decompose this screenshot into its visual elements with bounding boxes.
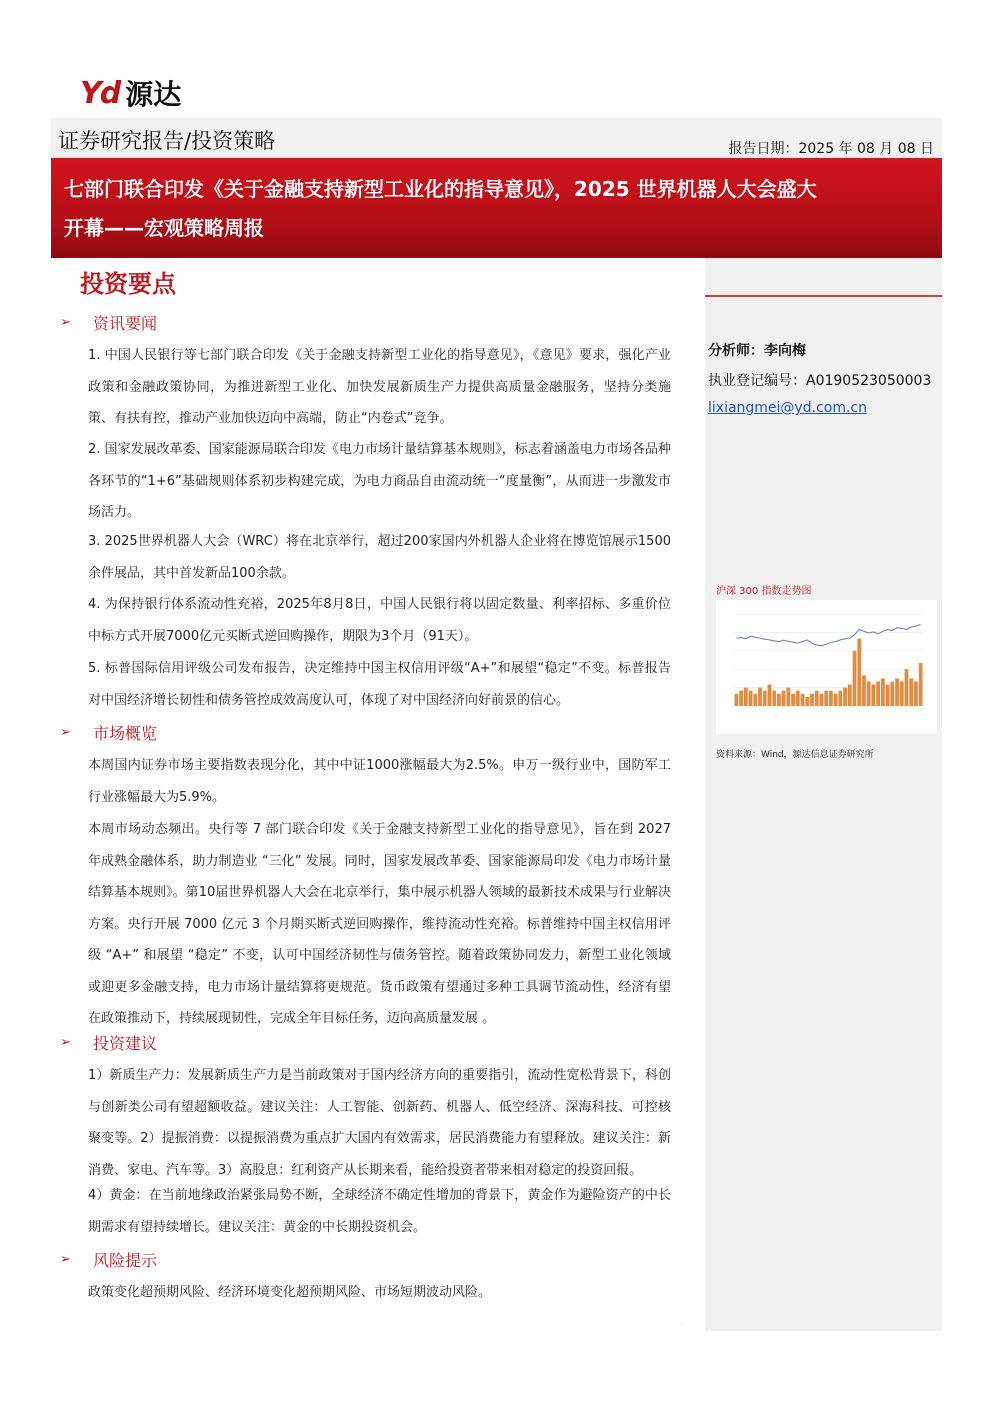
chart-bar (857, 639, 861, 706)
chart-bar (834, 694, 838, 706)
analyst-email-link[interactable]: lixiangmei@yd.com.cn (708, 400, 867, 416)
chart-bar (895, 678, 899, 706)
advice-paragraph: 1）新质生产力：发展新质生产力是当前政策对于国内经济方向的重要指引，流动性宽松背景下，科创与创新类公司有望超额收益。建议关注：人工智能、创新药、机器人、低空经济、深海科技、可控核聚变等。2）提振消费：以提振消费为重点扩大国内有效需求，居民消费能力有望释放。建议关注：新消费、家电、汽车等。3）高股息：红利资产从长期来看，能给投资者带来相对稳定的投资回报。 (88, 1068, 671, 1178)
chart-bar (890, 681, 894, 706)
section-heading-risk (60, 1248, 157, 1271)
chart-source: 资料来源：Wind，源达信息证券研究所 (716, 750, 874, 760)
analyst-name: 分析师：李向梅 (708, 343, 806, 359)
chart-bar (824, 691, 828, 706)
market-paragraph: 本周市场动态频出。央行等 7 部门联合印发《关于金融支持新型工业化的指导意见》，旨在到 2027 年成熟金融体系，助力制造业 “三化” 发展。同时，国家发展改革委、国家能源局印发《电力市场计量结算基本规则》。第10届世界机器人大会在北京举行，集中展示机器人领域的最新技术成果与行业解决方案。央行开展 7000 亿元 3 个月期买断式逆回购操作，维持流动性充裕。标普维持中国主权信用评级 “A+” 和展望 “稳定” 不变，认可中国经济韧性与债务管控。随着政策协同发力，新型工业化领域或迎更多金融支持，电力市场计量结算将更规范。货币政策有望通过多种工具调节流动性，经济有望在政策推动下，持续展现韧性，完成全年目标任务，迈向高质量发展 。 (88, 822, 671, 1026)
news-item: 4. 为保持银行体系流动性充裕，2025年8月8日，中国人民银行将以固定数量、利率招标、多重价位中标方式开展7000亿元买断式逆回购操作，期限为3个月（91天）。 (88, 597, 671, 644)
report-type: 证券研究报告/投资策略 (58, 129, 276, 153)
chart-bar (782, 691, 786, 706)
section-heading-label: 投资建议 (93, 1034, 158, 1053)
chart-bar (758, 688, 762, 706)
chart-bar (914, 681, 918, 706)
chart-bar (753, 694, 757, 706)
chart-bar (786, 688, 790, 706)
chart-bar (801, 694, 805, 706)
sidebar-divider (705, 295, 942, 297)
news-item: 2. 国家发展改革委、国家能源局联合印发《电力市场计量结算基本规则》，标志着涵盖电力市场各品种各环节的“1+6”基础规则体系初步构建完成，为电力商品自由流动统一“度量衡”，从而进一步激发市场活力。 (88, 442, 671, 520)
chart-bar (900, 681, 904, 706)
chart-bar (749, 691, 753, 706)
section-heading-label: 风险提示 (93, 1251, 158, 1270)
market-paragraph: 本周国内证券市场主要指数表现分化，其中中证1000涨幅最大为2.5%。申万一级行业中，国防军工行业涨幅最大为5.9%。 (88, 758, 671, 805)
section-heading-market (60, 721, 157, 744)
news-item: 3. 2025世界机器人大会（WRC）将在北京举行，超过200家国内外机器人企业将在博览馆展示1500余件展品，其中首发新品100余款。 (88, 534, 671, 581)
chart-bar (848, 685, 852, 706)
arrow-icon: ➢ (60, 1035, 71, 1050)
chart-bar (862, 675, 866, 706)
chart-bar (768, 685, 772, 706)
chart-bar (909, 678, 913, 706)
chart-bar (919, 663, 923, 706)
section-heading-advice (60, 1031, 157, 1054)
chart-bar (763, 691, 767, 706)
index-chart-svg (716, 600, 937, 734)
arrow-icon: ➢ (60, 315, 71, 330)
chart-title: 沪深 300 指数走势图 (716, 586, 812, 597)
chart-bar (853, 651, 857, 706)
chart-bar (829, 691, 833, 706)
chart-bar (872, 685, 876, 706)
section-heading-label: 资讯要闻 (93, 314, 158, 333)
chart-bar (791, 694, 795, 706)
chart-bar (739, 691, 743, 706)
arrow-icon: ➢ (60, 1252, 71, 1267)
chart-bar (905, 669, 909, 706)
logo-text: 源达 (125, 78, 182, 111)
chart-bar (810, 694, 814, 706)
chart-bar (796, 691, 800, 706)
report-title (64, 170, 934, 248)
chart-bar (843, 688, 847, 706)
logo-mark: Yd (80, 75, 120, 111)
chart-bar (777, 694, 781, 706)
news-item: 5. 标普国际信用评级公司发布报告，决定维持中国主权信用评级“A+”和展望“稳定”不变。标普报告对中国经济增长韧性和债务管控成效高度认可，体现了对中国经济向好前景的信心。 (88, 661, 671, 708)
report-title-line2: 开幕——宏观策略周报 (64, 216, 264, 240)
news-item: 1. 中国人民银行等七部门联合印发《关于金融支持新型工业化的指导意见》，《意见》要求，强化产业政策和金融政策协同，为推进新型工业化、加快发展新质生产力提供高质量金融服务，坚持分类施策、有扶有控，推动产业加快迈向中高端，防止“内卷式”竞争。 (88, 348, 671, 426)
advice-paragraph: 4）黄金：在当前地缘政治紧张局势不断，全球经济不确定性增加的背景下，黄金作为避险资产的中长期需求有望持续增长。建议关注：黄金的中长期投资机会。 (88, 1188, 671, 1235)
risk-paragraph: 政策变化超预期风险、经济环境变化超预期风险、市场短期波动风险。 (88, 1285, 492, 1300)
chart-bar (805, 697, 809, 706)
arrow-icon: ➢ (60, 725, 71, 740)
chart-bar (735, 694, 739, 706)
sidebar (705, 258, 942, 1331)
chart-bar (881, 678, 885, 706)
chart-series-line (736, 624, 920, 645)
section-heading-news (60, 311, 157, 334)
chart-bar (820, 694, 824, 706)
chart-bar (886, 685, 890, 706)
analyst-cert-number: 执业登记编号：A0190523050003 (708, 373, 932, 389)
section-title: 投资要点 (80, 270, 176, 298)
chart-bar (867, 681, 871, 706)
index-chart (716, 600, 937, 734)
company-logo (80, 76, 181, 110)
chart-bar (876, 681, 880, 706)
chart-bar (838, 691, 842, 706)
chart-bar (772, 691, 776, 706)
report-title-line1: 七部门联合印发《关于金融支持新型工业化的指导意见》，2025 世界机器人大会盛大 (64, 177, 817, 201)
chart-bar (744, 688, 748, 706)
report-date: 报告日期：2025 年 08 月 08 日 (728, 141, 934, 157)
page-mark: · (681, 1322, 683, 1329)
chart-bar (815, 691, 819, 706)
section-heading-label: 市场概览 (93, 724, 158, 743)
